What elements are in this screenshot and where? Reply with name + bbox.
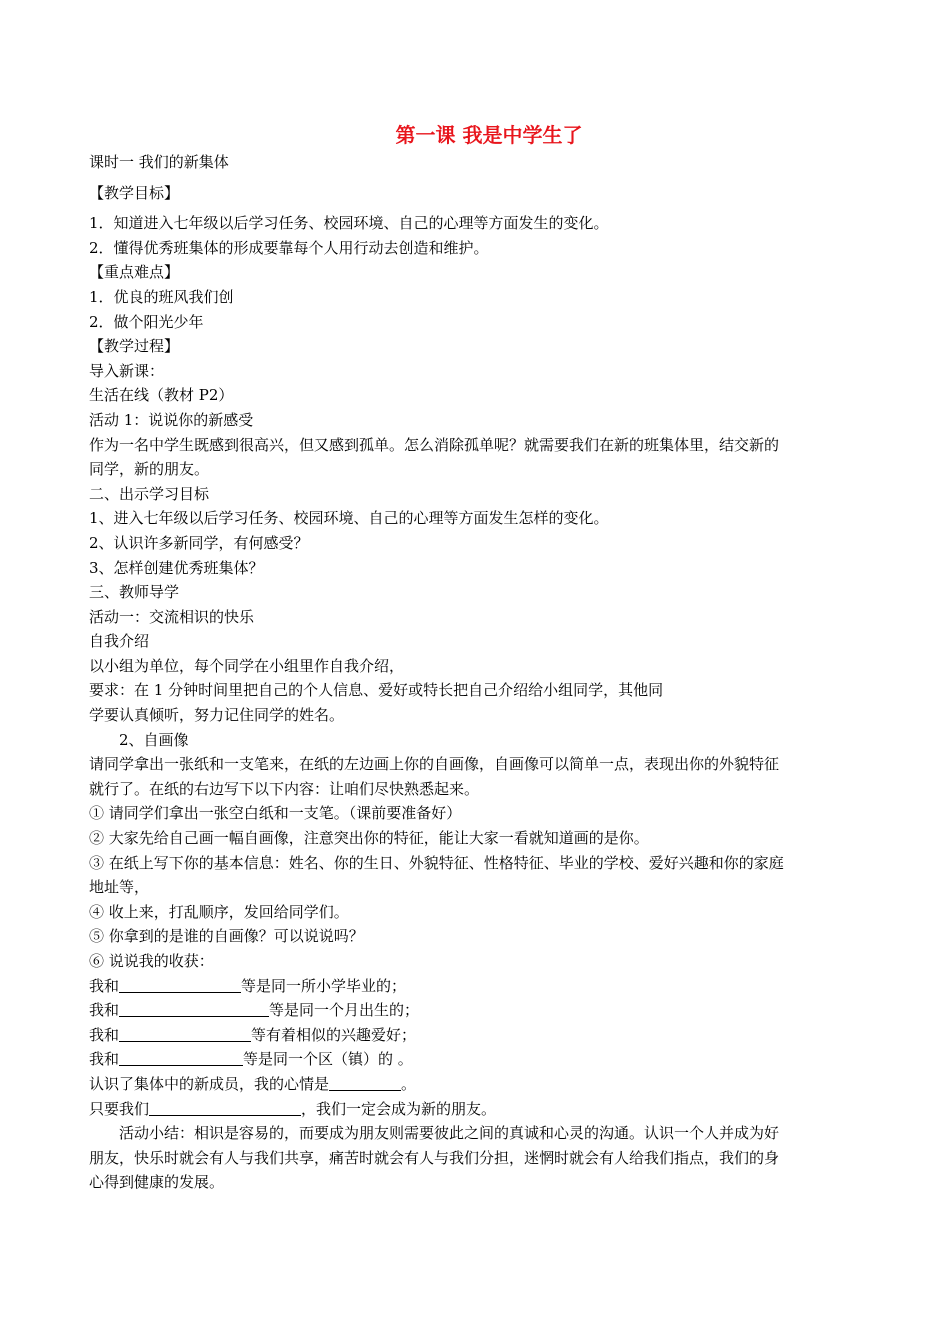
fill-line — [89, 998, 869, 1023]
process-heading: 【教学过程】 — [89, 337, 180, 356]
paragraph-line: 同学，新的朋友。 — [89, 460, 210, 479]
fill-prefix: 我和 — [89, 1025, 120, 1044]
text-line: 2、自画像 — [119, 730, 189, 749]
activity-line: 活动 1：说说你的新感受 — [89, 410, 254, 429]
fill-suffix: 等是同一个月出生的； — [269, 1001, 420, 1020]
fill-prefix: 认识了集体中的新成员，我的心情是 — [89, 1074, 330, 1093]
step-line: ⑥ 说说我的收获： — [89, 952, 214, 970]
fill-prefix: 我和 — [89, 976, 120, 995]
text-line: 学要认真倾听，努力记住同学的姓名。 — [89, 706, 345, 725]
intro-line: 导入新课： — [89, 361, 165, 380]
goal-line: 1、进入七年级以后学习任务、校园环境、自己的心理等方面发生怎样的变化。 — [89, 509, 609, 528]
step-line: ④ 收上来，打乱顺序，发回给同学们。 — [89, 902, 349, 921]
text-line: 自我介绍 — [89, 632, 150, 651]
step-line: ③ 在纸上写下你的基本信息：姓名、你的生日、外貌特征、性格特征、毕业的学校、爱好兴趣和你的家庭 — [89, 853, 784, 872]
step-line: 地址等， — [89, 878, 150, 897]
fill-blank[interactable] — [119, 1025, 251, 1042]
document-page — [89, 120, 869, 1195]
summary-line: 活动小结：相识是容易的，而要成为朋友则需要彼此之间的真诚和心灵的沟通。认识一个人并成为好 — [119, 1124, 780, 1143]
fill-blank[interactable] — [119, 1000, 269, 1017]
paragraph-line: 请同学拿出一张纸和一支笔来，在纸的左边画上你的自画像，自画像可以简单一点，表现出你的外貌特征 — [89, 755, 780, 774]
fill-prefix: 我和 — [89, 1050, 120, 1069]
fill-suffix: 等有着相似的兴趣爱好； — [251, 1025, 417, 1044]
section-heading: 二、出示学习目标 — [89, 484, 210, 503]
life-line: 生活在线（教材 P2） — [89, 386, 234, 405]
step-line: ② 大家先给自己画一幅自画像，注意突出你的特征，能让大家一看就知道画的是你。 — [89, 829, 649, 848]
lesson-title: 第一课 我是中学生了 — [395, 123, 583, 147]
fill-line — [89, 1097, 869, 1122]
fill-line — [89, 1023, 869, 1048]
text-line: 以小组为单位，每个同学在小组里作自我介绍， — [89, 656, 405, 675]
key-item: 2．做个阳光少年 — [89, 312, 204, 331]
fill-suffix: 等是同一所小学毕业的； — [241, 976, 407, 995]
paragraph-line: 就行了。在纸的右边写下以下内容：让咱们尽快熟悉起来。 — [89, 779, 480, 798]
fill-blank[interactable] — [149, 1099, 301, 1116]
fill-blank[interactable] — [119, 976, 241, 993]
fill-prefix: 只要我们 — [89, 1099, 150, 1118]
goals-heading: 【教学目标】 — [89, 183, 180, 202]
goal-item: 2．懂得优秀班集体的形成要靠每个人用行动去创造和维护。 — [89, 238, 489, 257]
key-item: 1．优良的班风我们创 — [89, 287, 234, 306]
lesson-subtitle: 课时一 我们的新集体 — [89, 153, 229, 171]
fill-line — [89, 1072, 869, 1097]
fill-suffix: 等是同一个区（镇）的 。 — [243, 1050, 413, 1069]
fill-blank[interactable] — [119, 1049, 243, 1066]
step-line: ⑤ 你拿到的是谁的自画像？可以说说吗？ — [89, 927, 364, 946]
goal-item: 1．知道进入七年级以后学习任务、校园环境、自己的心理等方面发生的变化。 — [89, 214, 609, 233]
summary-line: 心得到健康的发展。 — [89, 1173, 225, 1192]
fill-prefix: 我和 — [89, 1001, 120, 1020]
fill-suffix: 。 — [401, 1074, 417, 1093]
step-line: ① 请同学们拿出一张空白纸和一支笔。（课前要准备好） — [89, 804, 462, 823]
text-line: 要求：在 1 分钟时间里把自己的个人信息、爱好或特长把自己介绍给小组同学，其他同 — [89, 681, 664, 700]
fill-line — [89, 974, 869, 999]
activity-line: 活动一：交流相识的快乐 — [89, 607, 255, 626]
fill-line — [89, 1047, 869, 1072]
paragraph-line: 作为一名中学生既感到很高兴，但又感到孤单。怎么消除孤单呢？就需要我们在新的班集体里，结交新的 — [89, 435, 780, 454]
goal-line: 2、认识许多新同学，有何感受？ — [89, 533, 309, 552]
fill-blank[interactable] — [329, 1074, 401, 1091]
section-heading: 三、教师导学 — [89, 583, 180, 602]
fill-suffix: ，我们一定会成为新的朋友。 — [301, 1099, 497, 1118]
summary-line: 朋友，快乐时就会有人与我们共享，痛苦时就会有人与我们分担，迷惘时就会有人给我们指点，我们的身 — [89, 1148, 780, 1167]
goal-line: 3、怎样创建优秀班集体？ — [89, 558, 264, 577]
key-heading: 【重点难点】 — [89, 263, 180, 282]
